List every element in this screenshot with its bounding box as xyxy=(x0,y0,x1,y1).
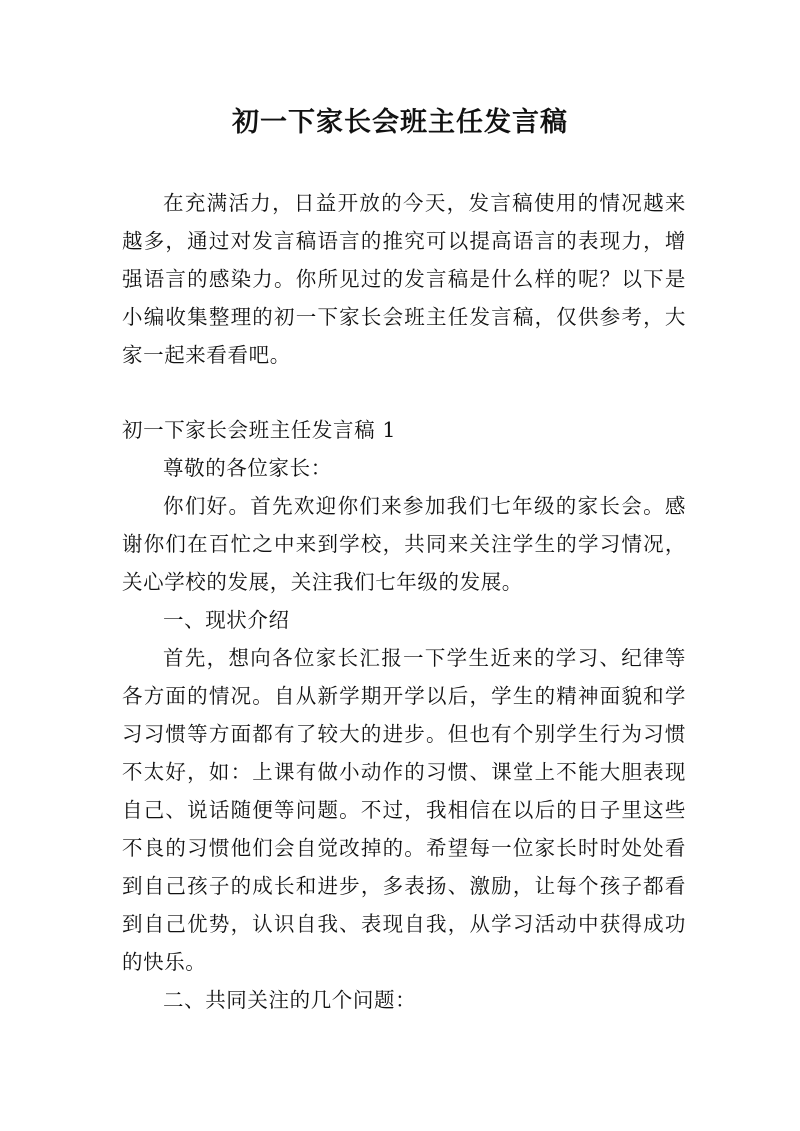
welcome-paragraph: 你们好。首先欢迎你们来参加我们七年级的家长会。感谢你们在百忙之中来到学校，共同来关注学生的学习情况，关心学校的发展，关注我们七年级的发展。 xyxy=(122,494,686,594)
paragraph-gap xyxy=(122,374,686,411)
greeting-line: 尊敬的各位家长： xyxy=(163,456,332,480)
point-2-heading: 二、共同关注的几个问题： xyxy=(163,988,417,1012)
document-body xyxy=(122,184,686,1019)
status-paragraph: 首先，想向各位家长汇报一下学生近来的学习、纪律等各方面的情况。自从新学期开学以后，学生的精神面貌和学习习惯等方面都有了较大的进步。但也有个别学生行为习惯不太好，如：上课有做小动作的习惯、课堂上不能大胆表现自己、说话随便等问题。不过，我相信在以后的日子里这些不良的习惯他们会自觉改掉的。希望每一位家长时时处处看到自己孩子的成长和进步，多表扬、激励，让每个孩子都看到自己优势，认识自我、表现自我，从学习活动中获得成功的快乐。 xyxy=(122,646,686,974)
intro-paragraph: 在充满活力，日益开放的今天，发言稿使用的情况越来越多，通过对发言稿语言的推究可以提高语言的表现力，增强语言的感染力。你所见过的发言稿是什么样的呢？以下是小编收集整理的初一下家长会班主任发言稿，仅供参考，大家一起来看看吧。 xyxy=(122,191,686,367)
document-title: 初一下家长会班主任发言稿 xyxy=(232,107,568,138)
point-1-heading: 一、现状介绍 xyxy=(163,608,290,632)
section-heading: 初一下家长会班主任发言稿 1 xyxy=(122,418,396,442)
